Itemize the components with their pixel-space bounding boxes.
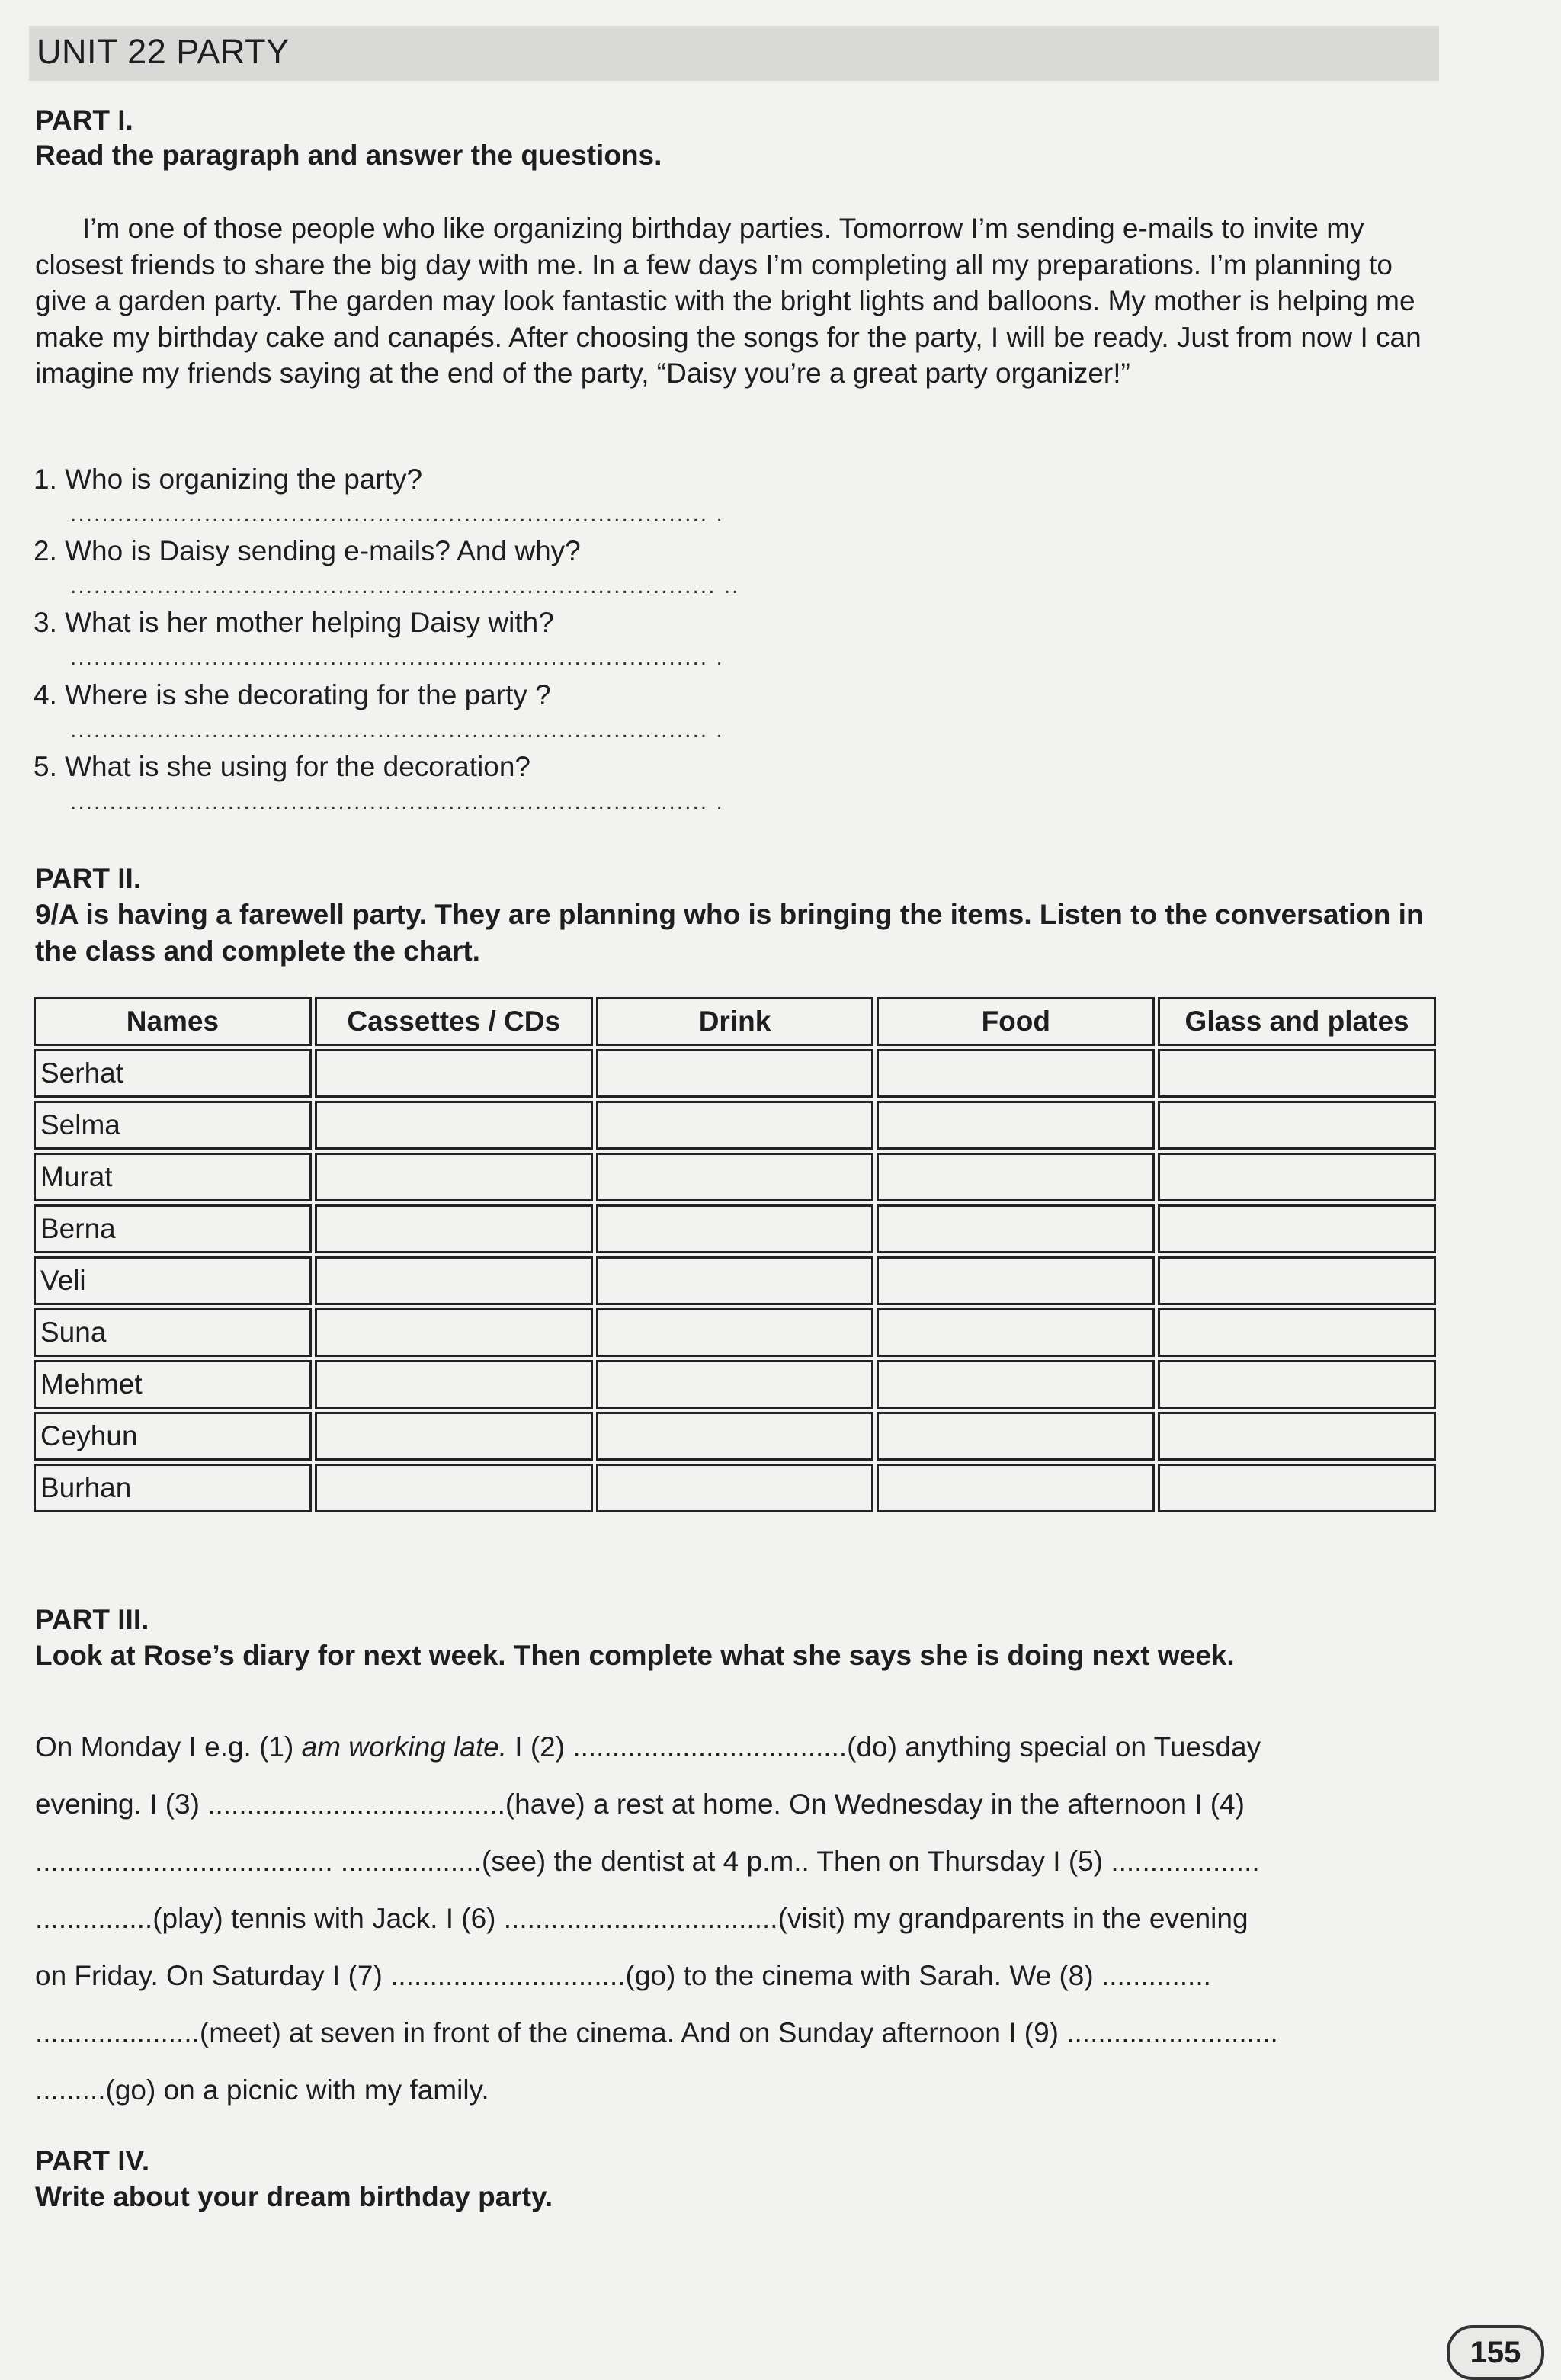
question-3: 3. What is her mother helping Daisy with? [34,607,554,638]
question-4: 4. Where is she decorating for the party ? [34,679,551,710]
table-row [34,1256,1436,1305]
food-cell[interactable] [877,1308,1155,1357]
column-header-names: Names [34,997,312,1046]
part2-heading: PART II. [35,863,142,894]
name-cell: Murat [34,1153,312,1201]
table-row [34,1049,1436,1098]
part1-instruction: Read the paragraph and answer the questions. [35,140,662,171]
drink-cell[interactable] [596,1360,874,1409]
diary-line: .........(go) on a picnic with my family. [35,2074,489,2106]
question-2: 2. Who is Daisy sending e-mails? And why? [34,535,581,566]
glass-plates-cell[interactable] [1158,1153,1436,1201]
glass-plates-cell[interactable] [1158,1360,1436,1409]
glass-plates-cell[interactable] [1158,1412,1436,1461]
part3-heading: PART III. [35,1604,149,1635]
food-cell[interactable] [877,1256,1155,1305]
name-cell: Veli [34,1256,312,1305]
diary-line-1-post: I (2) ...................................(do) anything special on Tuesday [507,1731,1261,1763]
drink-cell[interactable] [596,1308,874,1357]
glass-plates-cell[interactable] [1158,1101,1436,1150]
drink-cell[interactable] [596,1153,874,1201]
part2-instruction: 9/A is having a farewell party. They are planning who is bringing the items. Listen to the conversation in the class and complete the chart. [35,899,1424,967]
diary-line-1-pre: On Monday I e.g. (1) [35,1731,302,1763]
answer-line-1[interactable]: ................................................................................. . [70,502,724,527]
food-cell[interactable] [877,1360,1155,1409]
glass-plates-cell[interactable] [1158,1204,1436,1253]
answer-line-4[interactable]: ................................................................................. . [70,717,724,743]
part3-instruction: Look at Rose’s diary for next week. Then complete what she says she is doing next week. [35,1640,1235,1671]
glass-plates-cell[interactable] [1158,1049,1436,1098]
name-cell: Selma [34,1101,312,1150]
cassettes-cell[interactable] [315,1204,593,1253]
cassettes-cell[interactable] [315,1360,593,1409]
table-row [34,1412,1436,1461]
drink-cell[interactable] [596,1101,874,1150]
column-header-glass-plates: Glass and plates [1158,997,1436,1046]
chart-header-row [34,997,1436,1046]
table-row [34,1204,1436,1253]
diary-line: evening. I (3) ......................................(have) a rest at home. On Wednesday in the afternoon I (4) [35,1788,1245,1820]
name-cell: Burhan [34,1464,312,1512]
question-5: 5. What is she using for the decoration? [34,751,530,782]
drink-cell[interactable] [596,1256,874,1305]
cassettes-cell[interactable] [315,1101,593,1150]
cassettes-cell[interactable] [315,1049,593,1098]
example-answer: am working late. [301,1731,507,1763]
diary-line: .....................(meet) at seven in front of the cinema. And on Sunday afternoon I (9) ........................... [35,2017,1278,2048]
food-cell[interactable] [877,1204,1155,1253]
diary-line: ...............(play) tennis with Jack. I (6) ...................................(visit) my grandparents in the evening [35,1903,1248,1934]
part4-instruction: Write about your dream birthday party. [35,2181,553,2212]
part4-heading: PART IV. [35,2145,150,2176]
cassettes-cell[interactable] [315,1412,593,1461]
diary-line: ...................................... ..................(see) the dentist at 4 p.m.. Then on Thursday I (5) ................... [35,1846,1260,1877]
glass-plates-cell[interactable] [1158,1256,1436,1305]
party-chart [30,994,1439,1516]
column-header-drink: Drink [596,997,874,1046]
cassettes-cell[interactable] [315,1464,593,1512]
diary-line [35,1718,1445,1775]
unit-title: UNIT 22 PARTY [37,32,290,71]
drink-cell[interactable] [596,1049,874,1098]
name-cell: Ceyhun [34,1412,312,1461]
name-cell: Serhat [34,1049,312,1098]
drink-cell[interactable] [596,1412,874,1461]
part1-heading: PART I. [35,104,133,136]
food-cell[interactable] [877,1412,1155,1461]
question-1: 1. Who is organizing the party? [34,463,423,495]
diary-line: on Friday. On Saturday I (7) ..............................(go) to the cinema with Sarah. We (8) .............. [35,1960,1211,1991]
name-cell: Suna [34,1308,312,1357]
drink-cell[interactable] [596,1464,874,1512]
food-cell[interactable] [877,1049,1155,1098]
column-header-cassettes-cds: Cassettes / CDs [315,997,593,1046]
page-number: 155 [1447,2325,1544,2380]
cassettes-cell[interactable] [315,1308,593,1357]
drink-cell[interactable] [596,1204,874,1253]
table-row [34,1464,1436,1512]
cassettes-cell[interactable] [315,1153,593,1201]
cassettes-cell[interactable] [315,1256,593,1305]
glass-plates-cell[interactable] [1158,1308,1436,1357]
answer-line-3[interactable]: ................................................................................. . [70,645,724,670]
diary-text [35,1718,1445,2119]
column-header-food: Food [877,997,1155,1046]
answer-line-5[interactable]: ................................................................................. . [70,789,724,814]
table-row [34,1360,1436,1409]
food-cell[interactable] [877,1153,1155,1201]
table-row [34,1308,1436,1357]
reading-paragraph: I’m one of those people who like organizing birthday parties. Tomorrow I’m sending e-mails to invite my closest friends to share the big day with me. In a few days I’m completing all my preparations. I’m planning to give a garden party. The garden may look fantastic with the bright lights and balloons. My mother is helping me make my birthday cake and canapés. After choosing the songs for the party, I will be ready. Just from now I can imagine my friends saying at the end of the party, “Daisy you’re a great party organizer!” [35,213,1422,389]
food-cell[interactable] [877,1101,1155,1150]
food-cell[interactable] [877,1464,1155,1512]
glass-plates-cell[interactable] [1158,1464,1436,1512]
table-row [34,1101,1436,1150]
name-cell: Berna [34,1204,312,1253]
name-cell: Mehmet [34,1360,312,1409]
answer-line-2[interactable]: .................................................................................. .. [70,573,740,598]
table-row [34,1153,1436,1201]
